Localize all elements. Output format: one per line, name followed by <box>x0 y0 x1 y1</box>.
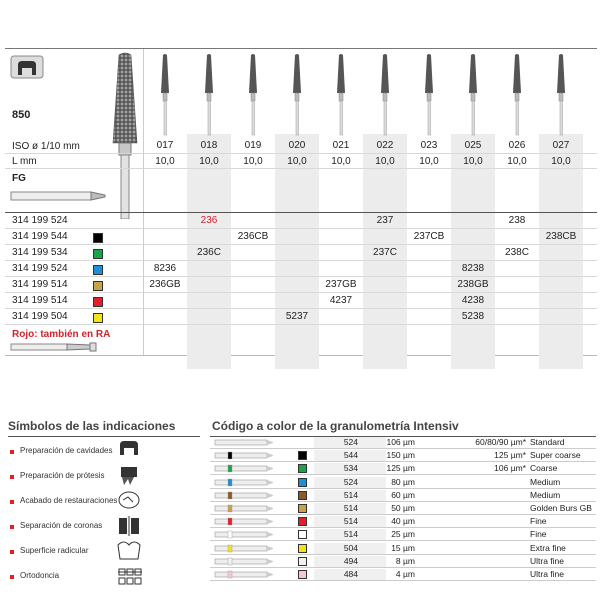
color-swatch <box>93 297 103 307</box>
symbols-title: Símbolos de las indicaciones <box>8 419 176 433</box>
size-value: 025 <box>464 140 482 151</box>
product-code-cell: 237C <box>373 247 397 258</box>
granulometry-code: 504 <box>343 542 358 553</box>
indication-label: Ortodoncia <box>20 571 60 580</box>
bur-icon <box>290 53 304 137</box>
article-code: 314 199 504 <box>12 311 68 322</box>
product-number: 850 <box>12 109 31 121</box>
bur-icon <box>378 53 392 137</box>
grain-size: 106 µm <box>386 437 415 447</box>
grain-size: 40 µm <box>391 516 415 527</box>
product-code-cell: 4237 <box>329 295 353 306</box>
product-code-cell: 4238 <box>461 295 485 306</box>
size-value: 026 <box>508 140 526 151</box>
granulometry-code: 524 <box>343 437 358 447</box>
divider <box>5 228 597 229</box>
granulometry-row <box>210 450 596 462</box>
crown-icon <box>10 55 44 79</box>
product-code-cell: 8236 <box>153 263 177 274</box>
indication-icon <box>116 464 144 486</box>
red-bullet <box>10 575 14 579</box>
color-swatch <box>298 504 307 513</box>
article-code: 314 199 514 <box>12 279 68 290</box>
granulometry-code: 534 <box>343 463 358 474</box>
size-value: 023 <box>420 140 438 151</box>
granulometry-name: Fine <box>530 516 547 527</box>
indication-icon <box>116 514 144 536</box>
size-value: 018 <box>200 140 218 151</box>
shade-col <box>451 134 495 369</box>
fg-shank-icon <box>10 189 110 203</box>
divider <box>5 324 597 325</box>
shank-icon <box>214 438 274 447</box>
granulometry-row <box>210 556 596 568</box>
article-code: 314 199 524 <box>12 263 68 274</box>
red-bullet <box>10 450 14 454</box>
product-code-cell: 8238 <box>461 263 485 274</box>
color-swatch <box>93 233 103 243</box>
red-bullet <box>10 500 14 504</box>
indication-icon <box>116 439 144 461</box>
divider <box>5 244 597 245</box>
bur-icon <box>246 53 260 137</box>
grain-size: 50 µm <box>391 503 415 513</box>
indication-icon <box>116 489 144 511</box>
granulometry-row <box>210 516 596 528</box>
shank-icon <box>214 544 274 553</box>
indication-label: Acabado de restauraciones <box>20 496 118 505</box>
product-code-cell: 237CB <box>413 231 445 242</box>
color-swatch <box>298 491 307 500</box>
length-value: 10,0 <box>419 156 439 167</box>
product-code-cell: 238 <box>508 215 526 226</box>
bur-icon <box>466 53 480 137</box>
shade-col <box>539 134 583 369</box>
granulometry-name: Extra fine <box>530 542 566 553</box>
length-value: 10,0 <box>331 156 351 167</box>
shank-icon <box>214 451 274 460</box>
granulometry-code: 494 <box>343 555 358 566</box>
divider <box>5 308 597 309</box>
product-code-cell: 236C <box>197 247 221 258</box>
size-value: 019 <box>244 140 262 151</box>
indication-icon <box>116 564 144 586</box>
granulometry-code: 514 <box>343 529 358 540</box>
left-column <box>5 49 144 355</box>
indication-label: Preparación de cavidades <box>20 446 113 455</box>
grain-size: 60 µm <box>391 489 415 500</box>
granulometry-row <box>210 529 596 541</box>
grain-size: 25 µm <box>391 529 415 540</box>
red-note: Rojo: también en RA <box>12 329 111 340</box>
article-code: 314 199 544 <box>12 231 68 242</box>
granulometry-row <box>210 490 596 502</box>
granulometry-name: Fine <box>530 529 547 540</box>
bur-icon <box>554 53 568 137</box>
shank-icon <box>214 530 274 539</box>
granulometry-row <box>210 437 596 449</box>
shank-icon <box>214 464 274 473</box>
indication-label: Separación de coronas <box>20 521 103 530</box>
granulometry-row <box>210 503 596 515</box>
color-swatch <box>298 517 307 526</box>
product-code-cell: 238GB <box>457 279 489 290</box>
size-value: 020 <box>288 140 306 151</box>
indication-label: Superficie radicular <box>20 546 89 555</box>
granulometry-name: Medium <box>530 489 561 500</box>
divider <box>5 276 597 277</box>
product-code-cell: 238CB <box>545 231 577 242</box>
product-code-cell: 5238 <box>461 311 485 322</box>
granulometry-row <box>210 543 596 555</box>
granulometry-name: Golden Burs GB <box>530 503 592 513</box>
product-code-cell: 238C <box>505 247 529 258</box>
grain-size: 4 µm <box>395 569 415 579</box>
divider <box>5 292 597 293</box>
granulometry-code: 524 <box>343 476 358 487</box>
length-value: 10,0 <box>199 156 219 167</box>
color-swatch <box>93 265 103 275</box>
granulometry-name: Medium <box>530 476 561 487</box>
granulometry-row <box>210 463 596 475</box>
color-swatch <box>298 570 307 579</box>
divider <box>8 436 200 437</box>
granulometry-row <box>210 477 596 489</box>
red-bullet <box>10 525 14 529</box>
granulometry-name: Super coarse <box>530 450 581 461</box>
product-table <box>5 48 597 356</box>
granulometry-code: 544 <box>343 450 358 461</box>
product-code-cell: 5237 <box>285 311 309 322</box>
shank-icon <box>214 491 274 500</box>
color-swatch <box>298 478 307 487</box>
article-code: 314 199 524 <box>12 215 68 226</box>
indication-icon <box>116 539 144 561</box>
shank-icon <box>214 517 274 526</box>
shade-col <box>275 134 319 369</box>
granulometry-name: Standard <box>530 437 565 447</box>
product-code-cell: 237GB <box>325 279 357 290</box>
bur-icon <box>202 53 216 137</box>
granulometry-name: Coarse <box>530 463 558 474</box>
color-swatch <box>93 313 103 323</box>
granulometry-row <box>210 569 596 581</box>
grain-size: 125 µm <box>386 463 415 474</box>
divider <box>5 153 597 154</box>
product-code-cell: 237 <box>376 215 394 226</box>
large-bur-icon <box>105 51 145 219</box>
grain-size-alt: 60/80/90 µm* <box>475 437 526 447</box>
bur-icon <box>334 53 348 137</box>
bur-icon <box>158 53 172 137</box>
shank-icon <box>214 557 274 566</box>
shank-label: FG <box>12 173 26 184</box>
red-bullet <box>10 550 14 554</box>
granulometry-code: 514 <box>343 489 358 500</box>
divider <box>5 260 597 261</box>
shank-icon <box>214 570 274 579</box>
shank-icon <box>214 504 274 513</box>
length-value: 10,0 <box>375 156 395 167</box>
granulometry-name: Ultra fine <box>530 569 565 579</box>
granulometry-title: Código a color de la granulometría Intensiv <box>212 419 459 433</box>
length-value: 10,0 <box>463 156 483 167</box>
divider <box>5 168 597 169</box>
length-label: L mm <box>12 156 37 167</box>
length-value: 10,0 <box>243 156 263 167</box>
grain-size-alt: 106 µm* <box>494 463 526 474</box>
iso-label: ISO ø 1/10 mm <box>12 141 80 152</box>
size-value: 021 <box>332 140 350 151</box>
granulometry-code: 514 <box>343 503 358 513</box>
article-code: 314 199 534 <box>12 247 68 258</box>
product-code-cell: 236 <box>200 215 218 226</box>
granulometry-name: Ultra fine <box>530 555 565 566</box>
color-swatch <box>93 281 103 291</box>
indication-label: Preparación de prótesis <box>20 471 105 480</box>
grain-size: 15 µm <box>391 542 415 553</box>
length-value: 10,0 <box>507 156 527 167</box>
color-swatch <box>298 464 307 473</box>
grain-size: 80 µm <box>391 476 415 487</box>
size-value: 027 <box>552 140 570 151</box>
grain-size: 150 µm <box>386 450 415 461</box>
color-swatch <box>298 544 307 553</box>
ra-shank-icon <box>10 341 100 353</box>
divider <box>5 212 597 213</box>
length-value: 10,0 <box>287 156 307 167</box>
color-swatch <box>298 530 307 539</box>
shank-icon <box>214 478 274 487</box>
size-value: 022 <box>376 140 394 151</box>
product-code-cell: 236CB <box>237 231 269 242</box>
grain-size-alt: 125 µm* <box>494 450 526 461</box>
size-value: 017 <box>156 140 174 151</box>
red-bullet <box>10 475 14 479</box>
color-swatch <box>298 557 307 566</box>
bur-icon <box>422 53 436 137</box>
product-code-cell: 236GB <box>149 279 181 290</box>
grain-size: 8 µm <box>395 555 415 566</box>
color-swatch <box>93 249 103 259</box>
article-code: 314 199 514 <box>12 295 68 306</box>
length-value: 10,0 <box>551 156 571 167</box>
bur-icon <box>510 53 524 137</box>
granulometry-code: 484 <box>343 569 358 579</box>
color-swatch <box>298 451 307 460</box>
granulometry-code: 514 <box>343 516 358 527</box>
length-value: 10,0 <box>155 156 175 167</box>
